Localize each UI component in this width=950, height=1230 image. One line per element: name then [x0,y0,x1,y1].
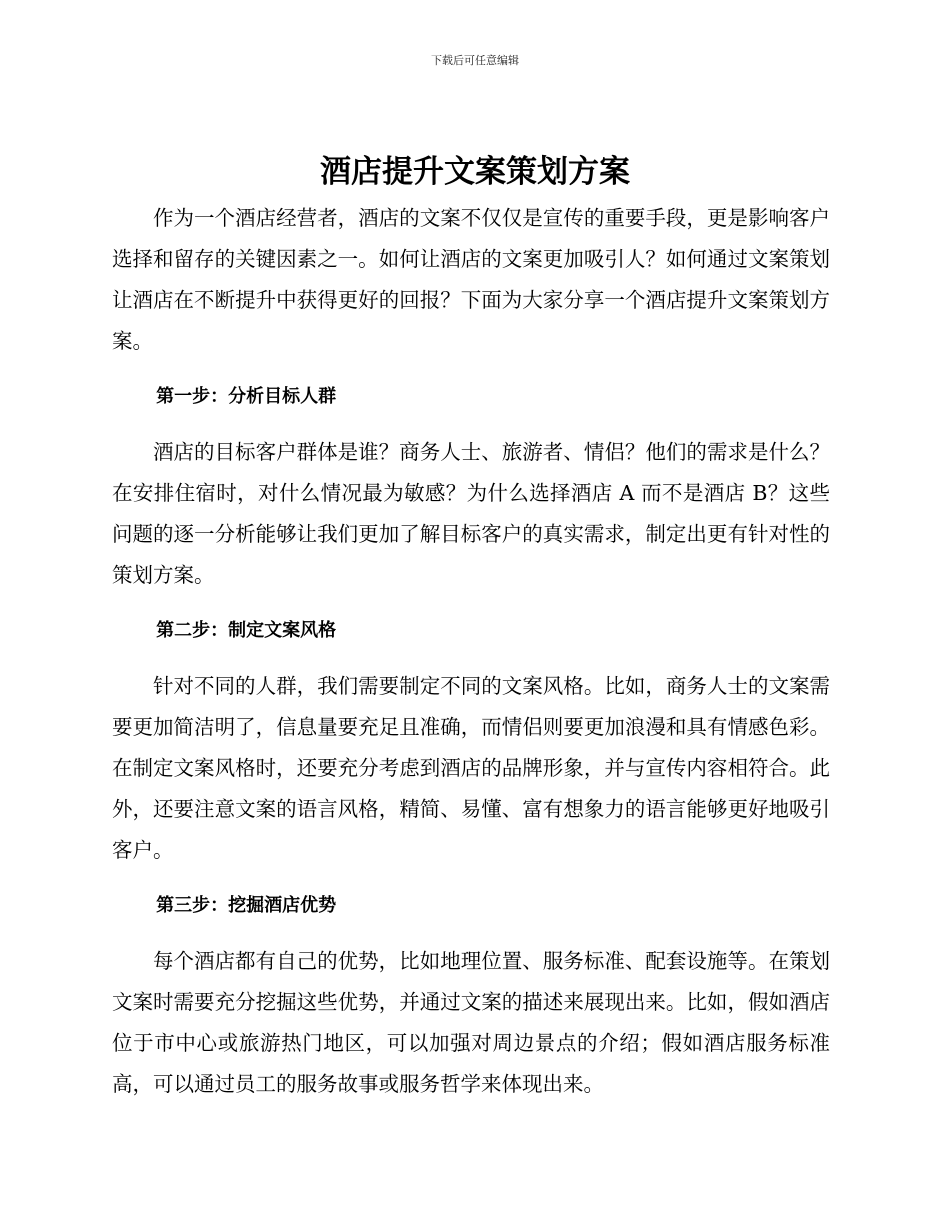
step-3-paragraph: 每个酒店都有自己的优势，比如地理位置、服务标准、配套设施等。在策划文案时需要充分挖掘这些优势，并通过文案的描述来展现出来。比如，假如酒店位于市中心或旅游热门地区，可以加强对周边景点的介绍；假如酒店服务标准高，可以通过员工的服务故事或服务哲学来体现出来。 [112,949,830,1096]
header-note: 下载后可任意编辑 [431,54,519,67]
step-2-paragraph: 针对不同的人群，我们需要制定不同的文案风格。比如，商务人士的文案需要更加简洁明了，信息量要充足且准确，而情侣则要更加浪漫和具有情感色彩。在制定文案风格时，还要充分考虑到酒店的品牌形象，并与宣传内容相符合。此外，还要注意文案的语言风格，精简、易懂、富有想象力的语言能够更好地吸引客户。 [112,674,830,862]
document-body [112,198,830,1105]
step-3-heading: 第三步：挖掘酒店优势 [156,895,337,916]
step-1-paragraph: 酒店的目标客户群体是谁？商务人士、旅游者、情侣？他们的需求是什么？在安排住宿时，对什么情况最为敏感？为什么选择酒店 A 而不是酒店 B？这些问题的逐一分析能够让我们更加了解目标客户的真实需求，制定出更有针对性的策划方案。 [112,440,830,587]
document-title: 酒店提升文案策划方案 [320,154,630,190]
intro-paragraph: 作为一个酒店经营者，酒店的文案不仅仅是宣传的重要手段，更是影响客户选择和留存的关键因素之一。如何让酒店的文案更加吸引人？如何通过文案策划让酒店在不断提升中获得更好的回报？下面为大家分享一个酒店提升文案策划方案。 [112,206,830,353]
step-2-heading: 第二步：制定文案风格 [156,620,337,641]
step-1-heading: 第一步：分析目标人群 [156,386,337,407]
